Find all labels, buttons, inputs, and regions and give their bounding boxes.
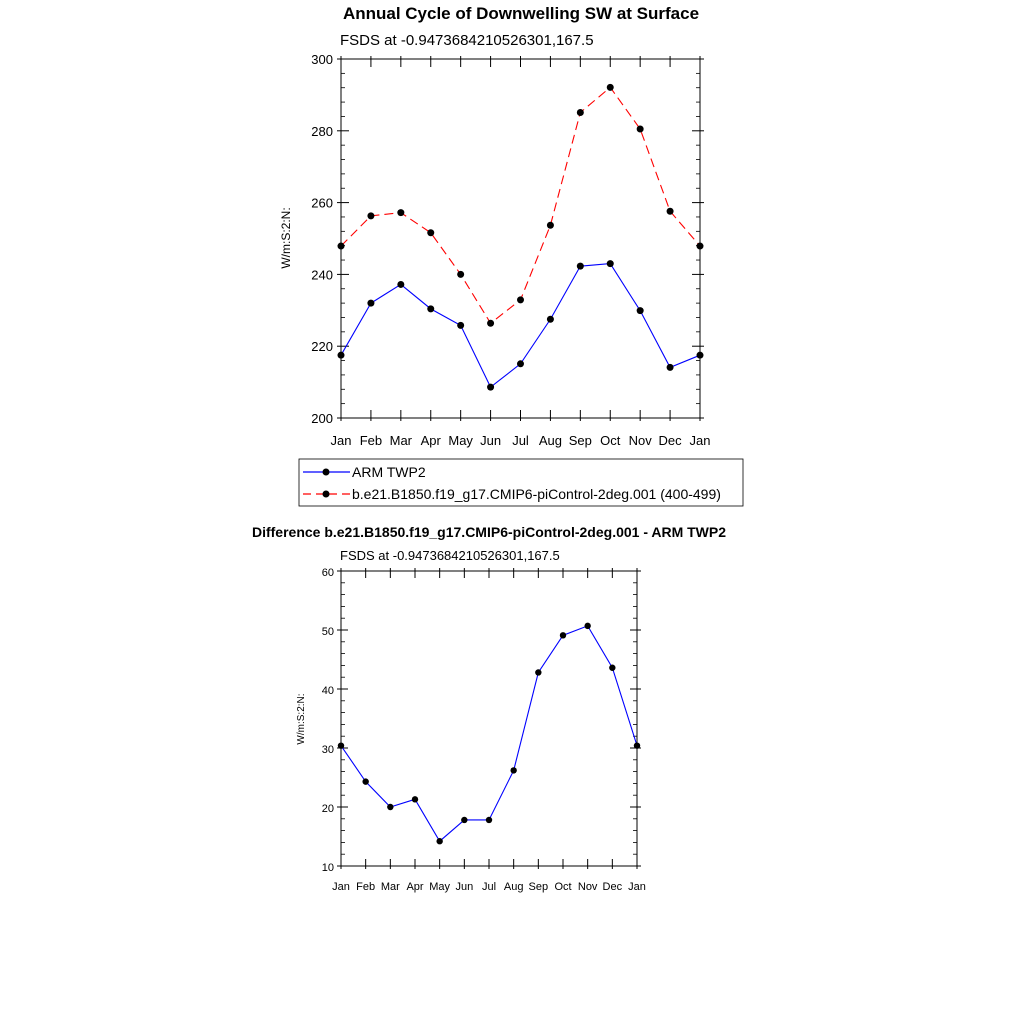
chart-subtitle: FSDS at -0.9473684210526301,167.5 xyxy=(340,548,560,563)
data-point xyxy=(584,623,590,629)
y-tick-label: 10 xyxy=(321,862,334,874)
x-tick-label: Mar xyxy=(380,881,400,893)
data-point xyxy=(397,281,404,288)
x-tick-label: Jun xyxy=(455,881,474,893)
x-tick-label: Nov xyxy=(577,881,598,893)
plot-frame xyxy=(311,52,710,448)
chart-title: Difference b.e21.B1850.f19_g17.CMIP6-piControl-2deg.001 - ARM TWP2 xyxy=(251,524,727,540)
data-point xyxy=(547,316,554,323)
x-tick-label: Sep xyxy=(568,433,592,448)
plot-marks xyxy=(338,623,640,845)
legend-label-arm: ARM TWP2 xyxy=(352,464,426,480)
data-point xyxy=(487,384,494,391)
y-tick-label: 260 xyxy=(311,195,333,211)
y-tick-label: 220 xyxy=(311,339,333,355)
data-point xyxy=(367,300,374,307)
legend xyxy=(299,459,743,506)
x-tick-label: Jul xyxy=(512,433,529,448)
y-tick-label: 60 xyxy=(321,567,334,579)
data-point xyxy=(609,665,615,671)
y-tick-label: 50 xyxy=(321,626,334,638)
data-point xyxy=(362,778,368,784)
data-point xyxy=(637,126,644,133)
chart-subtitle: FSDS at -0.9473684210526301,167.5 xyxy=(340,32,594,49)
data-point xyxy=(517,360,524,367)
y-axis-label: W/m:S:2:N: xyxy=(296,693,307,745)
data-point xyxy=(577,109,584,116)
data-point xyxy=(607,260,614,267)
x-tick-label: Apr xyxy=(420,433,441,448)
x-tick-label: May xyxy=(448,433,473,448)
x-tick-label: Jan xyxy=(332,881,350,893)
x-tick-label: Nov xyxy=(628,433,652,448)
data-point xyxy=(697,352,704,359)
x-tick-label: Dec xyxy=(658,433,682,448)
data-point xyxy=(547,222,554,229)
data-point xyxy=(577,263,584,270)
plot-frame xyxy=(322,567,646,893)
annual-cycle-chart xyxy=(279,4,710,448)
data-point xyxy=(510,767,516,773)
x-tick-label: Aug xyxy=(538,433,562,448)
x-tick-label: Jun xyxy=(480,433,502,448)
y-tick-label: 200 xyxy=(311,411,333,426)
y-axis-label: W/m:S:2:N: xyxy=(279,207,293,269)
x-tick-label: Oct xyxy=(600,433,621,448)
data-point xyxy=(487,320,494,327)
data-point xyxy=(486,817,492,823)
data-point xyxy=(427,305,434,312)
data-point xyxy=(637,307,644,314)
legend-marker-arm xyxy=(323,469,330,476)
x-tick-label: Jan xyxy=(689,433,711,448)
data-point xyxy=(634,742,640,748)
data-point xyxy=(338,243,345,250)
y-tick-label: 300 xyxy=(311,52,333,67)
data-point xyxy=(535,669,541,675)
y-tick-label: 20 xyxy=(321,803,334,815)
data-point xyxy=(457,322,464,329)
y-tick-label: 280 xyxy=(311,123,333,139)
data-point xyxy=(367,212,374,219)
data-point xyxy=(697,243,704,250)
y-tick-label: 30 xyxy=(321,744,334,756)
series-line-0 xyxy=(341,626,637,841)
data-point xyxy=(457,271,464,278)
data-point xyxy=(667,208,674,215)
data-point xyxy=(560,632,566,638)
data-point xyxy=(667,364,674,371)
plot-marks xyxy=(338,84,704,391)
x-tick-label: Mar xyxy=(389,433,413,448)
x-tick-label: May xyxy=(429,881,451,893)
data-point xyxy=(461,817,467,823)
data-point xyxy=(412,796,418,802)
data-point xyxy=(387,804,393,810)
data-point xyxy=(338,352,345,359)
legend-marker-model xyxy=(323,491,330,498)
y-tick-label: 240 xyxy=(311,267,333,283)
data-point xyxy=(338,742,344,748)
x-tick-label: Aug xyxy=(503,881,524,893)
data-point xyxy=(517,296,524,303)
x-tick-label: Jan xyxy=(628,881,646,893)
legend-label-model: b.e21.B1850.f19_g17.CMIP6-piControl-2deg.001 (400-499) xyxy=(352,486,721,502)
difference-chart xyxy=(252,524,726,893)
data-point xyxy=(397,209,404,216)
data-point xyxy=(607,84,614,91)
x-tick-label: Feb xyxy=(359,433,383,448)
series-line-0 xyxy=(341,264,700,388)
x-tick-label: Sep xyxy=(528,881,549,893)
y-tick-label: 40 xyxy=(321,685,334,697)
data-point xyxy=(427,229,434,236)
chart-title: Annual Cycle of Downwelling SW at Surface xyxy=(342,4,700,23)
x-tick-label: Dec xyxy=(602,881,623,893)
data-point xyxy=(436,838,442,844)
x-tick-label: Feb xyxy=(356,881,376,893)
x-tick-label: Jul xyxy=(481,881,497,893)
x-tick-label: Oct xyxy=(554,881,572,893)
x-tick-label: Apr xyxy=(406,881,424,893)
x-tick-label: Jan xyxy=(330,433,352,448)
